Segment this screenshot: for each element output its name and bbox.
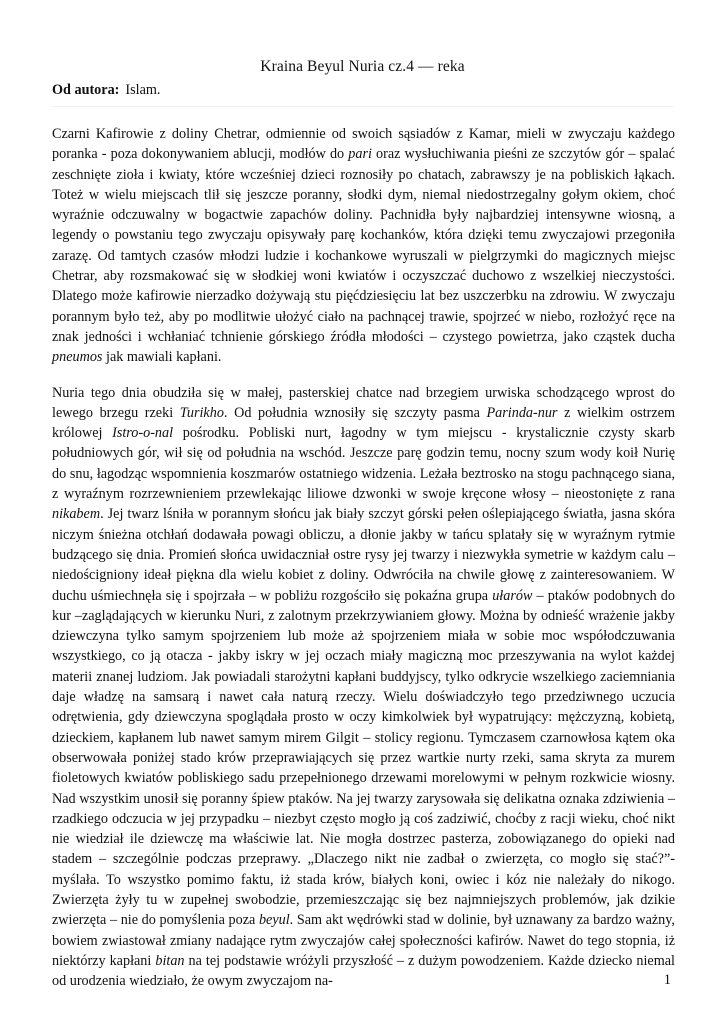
italic-term: ułarów	[492, 587, 533, 604]
header-divider	[52, 106, 673, 107]
text-run: na tej podstawie wróżyli przyszłość – z dużym powodzeniem. Każde dziecko niemal od urodzenia wiedziało, że owym zwyczajom na-	[52, 952, 676, 990]
paragraph	[52, 383, 675, 992]
text-run: – ptaków podobnych do kur –zaglądających w kierunku Nuri, z zalotnym przekrzywianiem głowy. Można by odnieść wrażenie jakby dziewczyna tylko samym spojrzeniem lub może aż spojrzeniem miała w sobie moc współodczuwania wszystkiego, co ją otacza - jakby iskry w jej oczach miały magiczną moc przeszywania na wylot każdej materii znanej ludziom. Jak powiadali starożytni kapłani buddyjscy, tylko odkrycie wszelkiego zaciemniania daje władzę na samsarą i nawet cała naturą rzeczy. Wielu doświadczyło tego przedziwnego uczucia odrętwienia, gdy dziewczyna spoglądała prosto w oczy kimkolwiek był wypatrujący: mężczyzną, kobietą, dzieckiem, kapłanem lub nawet samym mirem Gilgit – stolicy regionu. Tymczasem czarnowłosa kątem oka obserwowała poniżej stado krów przeprawiających się przez wartkie nurty rzeki, sama skryta za murem fioletowych kwiatów pobliskiego sadu przepełnionego drzewami morelowymi w pełnym rozkwicie wiosny. Nad wszystkim unosił się poranny śpiew ptaków. Na jej twarzy zarysowała się delikatna oznaka zdziwienia – rzadkiego odczucia w jej przypadku – niezbyt często mogło ją coś zadziwić, choćby z racji wieku, choć nikt nie wiedział ile dziewczę ma właściwie lat. Nie mogła dostrzec pasterza, zobowiązanego do opieki nad stadem – szczególnie podczas przeprawy. „Dlaczego nikt nie zadbał o zwierzęta, co mogło się stać?”- myślała. To wszystko pomimo faktu, iż stada krów, białych koni, owiec i kóz nie należały do nikogo. Zwierzęta żyły tu w zupełnej swobodzie, przemieszczając się bez najmniejszych problemów, jak dzikie zwierzęta – nie do pomyślenia poza	[52, 587, 675, 929]
author-label: Od autora:	[52, 82, 120, 98]
italic-term: Turikho	[179, 404, 224, 421]
text-run: pośrodku. Pobliski nurt, łagodny w tym miejscu - krystalicznie czysty skarb południowych gór, wił się od południa na wschód. Jeszcze parę godzin temu, nocny szum wody koił Nurię do snu, łagodząc wspomnienia koszmarów ostatniego widzenia. Leżała beztrosko na stogu pachnącego siana, z wyraźnym rozrzewnieniem przewlekając liliowe dzwonki w swoje kręcone włosy – nieostonięte z rana	[52, 425, 676, 503]
italic-term: beyul	[258, 912, 290, 929]
author-value: Islam.	[125, 82, 161, 98]
text-run: Nuria tego dnia obudziła się w małej, pasterskiej chatce nad brzegiem urwiska schodzącego wprost do lewego brzegu rzeki	[52, 384, 675, 421]
author-note	[52, 82, 160, 99]
text-run: oraz wysłuchiwania pieśni ze szczytów gór – spalać zeschnięte zioła i kwiaty, które wcześniej dzieci roznosiły po chatach, zabrawszy je na pobliskich łąkach. Toteż w wielu miejscach tlił się jeszcze poranny, słodki dym, niemal niedostrzegalny gołym okiem, choć wyraźnie odczuwalny w bogactwie zapachów doliny. Pachnidła były najbardziej intensywne wiosną, a legendy o powstaniu tego zwyczaju opisywały parę kochanków, która dzięki temu zwyczajowi przegoniła zarazę. Od tamtych czasów młodzi ludzie i kochankowe wyruszali w pielgrzymki do magicznych miejsc Chetrar, aby rozsmakować się w słodkiej woni kwiatów i oczyszczać duchowo z wszelkiej nieczystości. Dlatego może kafirowie nierzadko dożywają stu pięćdziesięciu lat bez uszczerbku na zdrowiu. W zwyczaju porannym było też, aby po modlitwie ułożyć ciało na pachnącej trawie, spojrzeć w niebo, rozłożyć ręce na znak jedności i wchłaniać tchnienie górskiego źródła młodości – czystego powietrza, jako cząstek ducha	[52, 146, 675, 345]
text-run: jak mawiali kapłani.	[102, 349, 222, 366]
page-number: 1	[663, 972, 671, 988]
text-run: . Jej twarz lśniła w porannym słońcu jak biały szczyt górski pełen oślepiającego światła, jasna skóra niczym śnieżna otchłań dodawała powagi obliczu, a dłonie jakby w tańcu splatały się w wyraźnym rytmie budzącego się dnia. Promień słońca uwidaczniał ostre rysy jej twarzy i niezwykła symetrie w każdym calu – niedościgniony ideał piękna dla wielu kobiet z doliny. Odwróciła na chwile głowę z zainteresowaniem. W duchu uśmiechnęła się i spojrzała – w pobliżu rozgościło się pokaźna grupa	[52, 506, 675, 604]
document-title: Kraina Beyul Nuria cz.4 — reka	[260, 58, 465, 75]
paragraph	[52, 124, 675, 368]
italic-term: bitan	[155, 952, 185, 969]
text-run: . Sam akt wędrówki stad w dolinie, był uznawany za bardzo ważny, bowiem zwiastował zmiany nadające rytm zwyczajów całej społeczności kafirów. Nawet do tego stopnia, iż niektórzy kapłani	[52, 912, 675, 969]
italic-term: Parinda-nur	[486, 404, 558, 421]
italic-term: pari	[348, 146, 372, 163]
text-run: z wielkim ostrzem królowej	[52, 404, 675, 442]
text-run: Czarni Kafirowie z doliny Chetrar, odmiennie od swoich sąsiadów z Kamar, mieli w zwyczaju każdego poranka - poza dokonywaniem ablucji, modłów do	[52, 126, 675, 163]
text-run: . Od południa wznosiły się szczyty pasma	[223, 404, 487, 421]
document-body	[52, 124, 675, 1006]
italic-term: nikabem	[52, 506, 101, 523]
italic-term: pneumos	[52, 349, 103, 366]
italic-term: Istro-o-nal	[112, 425, 174, 442]
